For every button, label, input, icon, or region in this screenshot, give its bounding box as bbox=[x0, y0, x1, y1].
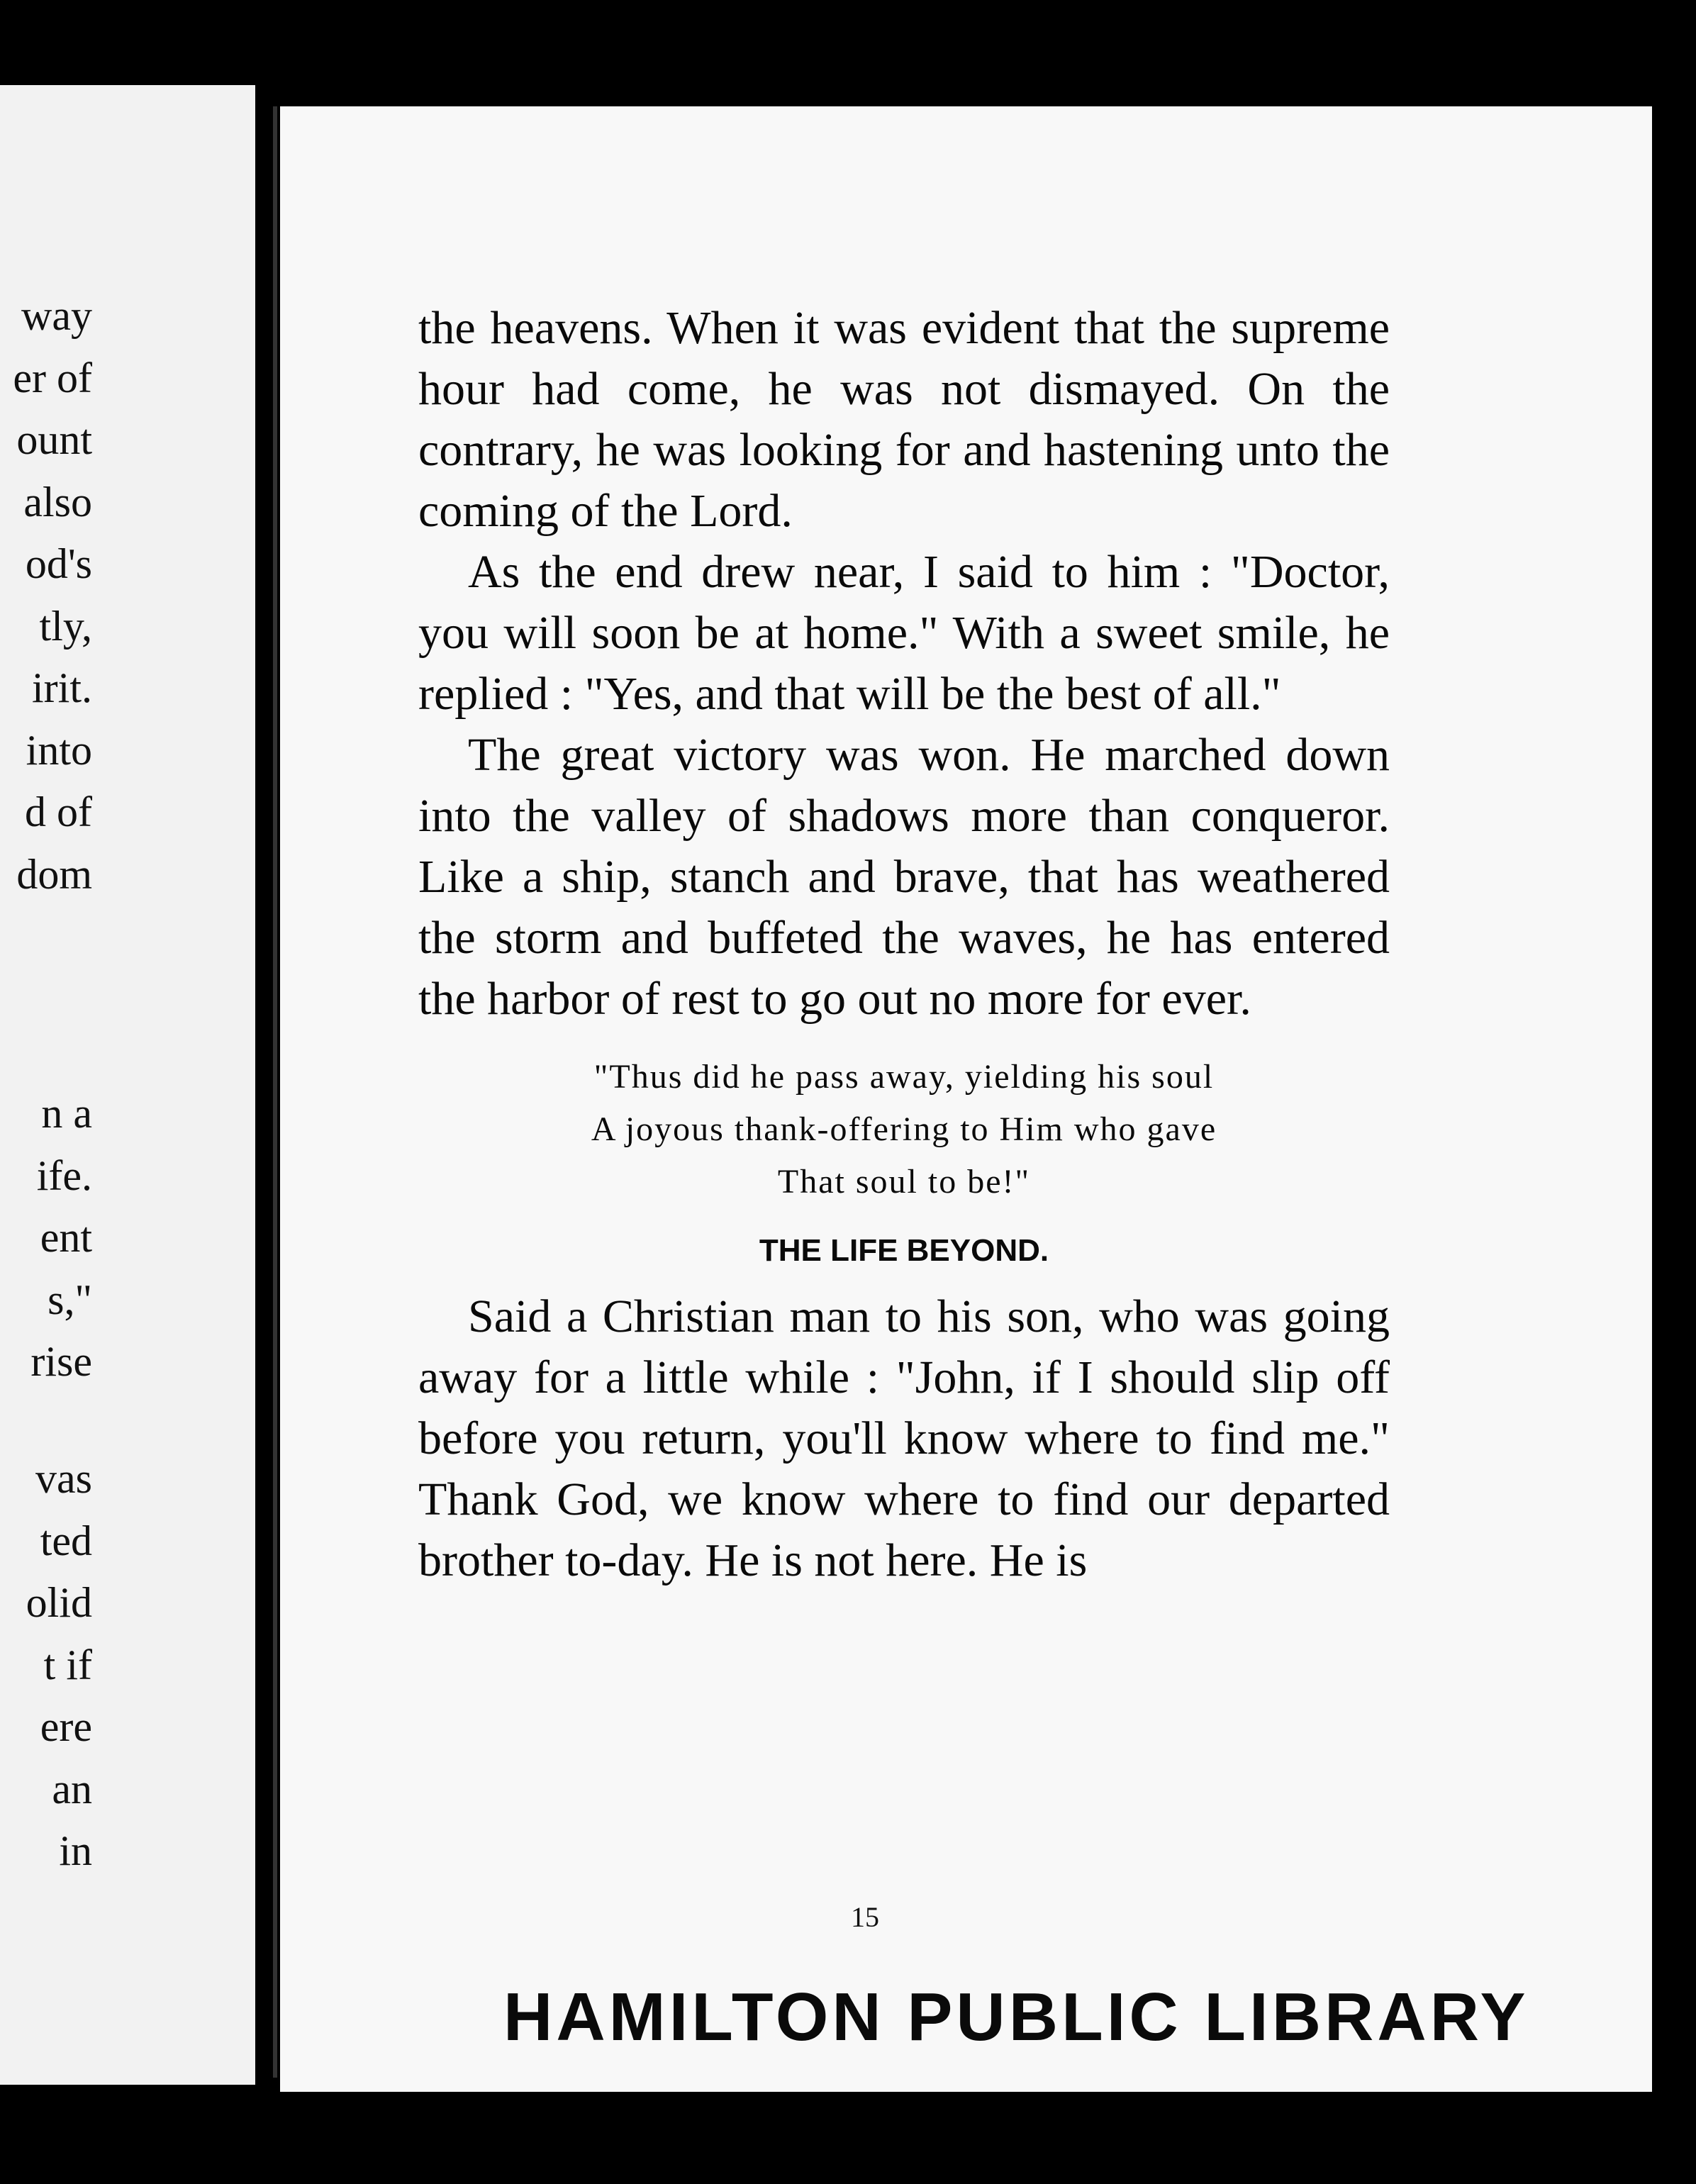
left-fragment: also bbox=[23, 479, 92, 525]
left-fragment: in bbox=[59, 1827, 92, 1874]
left-fragment: n a bbox=[41, 1090, 92, 1137]
left-fragment: vas bbox=[35, 1455, 92, 1502]
left-fragment: irit. bbox=[32, 664, 92, 711]
page-body bbox=[418, 298, 1390, 1591]
left-fragment: ount bbox=[16, 416, 92, 463]
left-fragment: er of bbox=[13, 355, 92, 401]
library-stamp: HAMILTON PUBLIC LIBRARY bbox=[503, 1979, 1529, 2055]
paragraph: Said a Christian man to his son, who was going away for a little while : "John, if I should slip off before you return, you'll know where to find me." Thank God, we know where to find our departed brother to-day. He is not here. He is bbox=[418, 1291, 1390, 1586]
left-fragment: into bbox=[26, 727, 92, 774]
poem-line: That soul to be!" bbox=[777, 1163, 1031, 1200]
left-fragment: ent bbox=[40, 1214, 92, 1261]
left-fragment: ted bbox=[40, 1517, 92, 1564]
paragraph: The great victory was won. He marched down into the valley of shadows more than conqueror. Like a ship, stanch and brave, that has weathered the storm and buffeted the waves, he has entered the harbor of rest to go out no more for ever. bbox=[418, 729, 1390, 1025]
left-fragment: tly, bbox=[39, 603, 92, 650]
left-fragment: way bbox=[21, 292, 92, 339]
left-fragment: dom bbox=[16, 851, 92, 898]
poem-quote bbox=[418, 1051, 1390, 1208]
book-gutter bbox=[273, 106, 277, 2078]
left-page-edge bbox=[0, 85, 255, 2085]
left-fragment: ife. bbox=[36, 1152, 92, 1199]
paragraph: the heavens. When it was evident that the supreme hour had come, he was not dismayed. On the contrary, he was looking for and hastening unto the coming of the Lord. bbox=[418, 302, 1390, 537]
section-heading: THE LIFE BEYOND. bbox=[759, 1233, 1049, 1268]
paragraph: As the end drew near, I said to him : "Doctor, you will soon be at home." With a sweet smile, he replied : "Yes, and that will be the best of all." bbox=[418, 546, 1390, 720]
left-fragment: an bbox=[52, 1766, 92, 1812]
poem-line: "Thus did he pass away, yielding his soul bbox=[593, 1058, 1215, 1096]
page-number: 15 bbox=[851, 1901, 879, 1933]
left-fragment: d of bbox=[25, 789, 92, 835]
left-fragment: od's bbox=[25, 540, 92, 587]
left-fragment: ere bbox=[40, 1703, 92, 1750]
left-fragment: olid bbox=[26, 1579, 92, 1626]
left-fragment: rise bbox=[30, 1338, 92, 1385]
left-fragment: t if bbox=[43, 1642, 92, 1688]
left-fragment: s," bbox=[48, 1276, 92, 1323]
poem-line: A joyous thank-offering to Him who gave bbox=[591, 1110, 1217, 1148]
